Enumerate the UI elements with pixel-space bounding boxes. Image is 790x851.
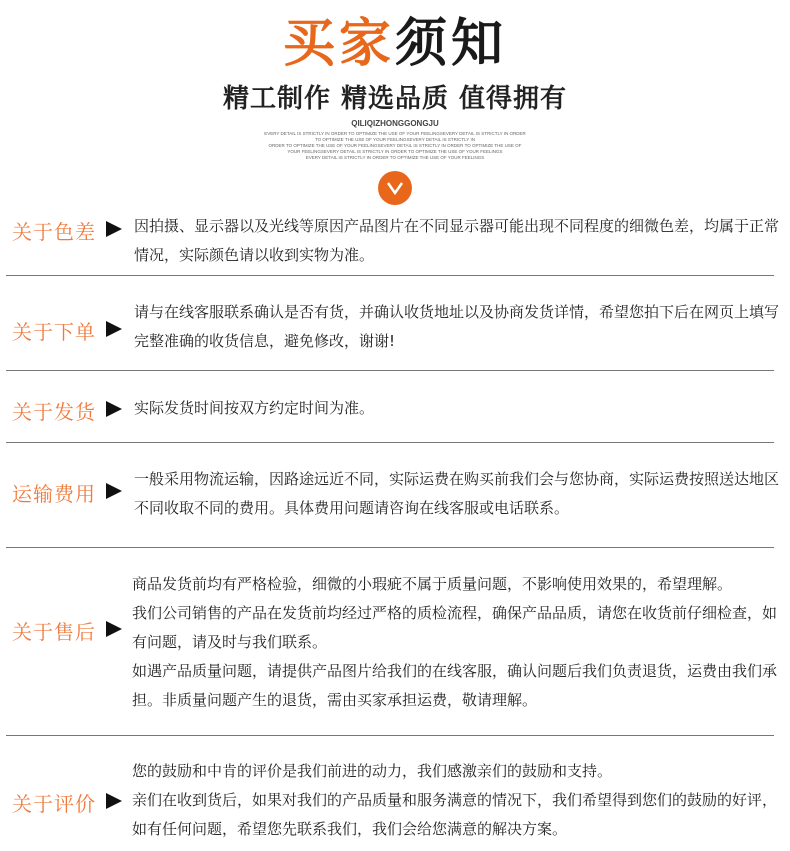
fine-print bbox=[215, 131, 575, 161]
paragraph: 因拍摄、显示器以及光线等原因产品图片在不同显示器可能出现不同程度的细微色差，均属于正常情况，实际颜色请以收到实物为准。 bbox=[134, 217, 780, 264]
paragraph: 一般采用物流运输，因路途远近不同，实际运费在购买前我们会与您协商，实际运费按照送达地区不同收取不同的费用。具体费用问题请咨询在线客服或电话联系。 bbox=[134, 470, 780, 517]
triangle-right-icon bbox=[106, 401, 122, 417]
section-text bbox=[132, 570, 780, 715]
fine-line: EVERY DETAIL IS STRICTLY IN ORDER TO OPTIMIZE THE USE OF YOUR FEELINGSEVERY DETAIL IS STRICTLY IN ORDER bbox=[264, 131, 526, 136]
fine-line: YOUR FEELINGSEVERY DETAIL IS STRICTLY IN ORDER TO OPTIMIZE THE USE OF YOUR FEELINGS bbox=[287, 149, 503, 154]
brand-name: QILIQIZHONGGONGJU bbox=[351, 119, 439, 128]
section-label: 关于下单 bbox=[12, 320, 96, 344]
triangle-right-icon bbox=[106, 483, 122, 499]
section-text bbox=[134, 465, 779, 523]
section-label: 关于评价 bbox=[12, 792, 96, 816]
section-label: 关于发货 bbox=[12, 400, 96, 424]
title-orange: 买家 bbox=[282, 14, 395, 74]
triangle-right-icon bbox=[106, 621, 122, 637]
fine-line: EVERY DETAIL IS STRICTLY IN ORDER TO OPTIMIZE THE USE OF YOUR FEELINGS bbox=[305, 155, 485, 160]
section-text bbox=[134, 298, 779, 356]
section-label: 运输费用 bbox=[12, 482, 96, 506]
divider bbox=[6, 442, 774, 443]
section-label: 关于售后 bbox=[12, 620, 96, 644]
chevron-down-icon bbox=[378, 171, 412, 205]
fine-line: TO OPTIMIZE THE USE OF YOUR FEELINGSEVERY DETAIL IS STRICTLY IN bbox=[315, 137, 475, 142]
paragraph: 如遇产品质量问题，请提供产品图片给我们的在线客服，确认问题后我们负责退货，运费由我们承担。非质量问题产生的退货，需由买家承担运费，敬请理解。 bbox=[132, 662, 778, 709]
divider bbox=[6, 275, 774, 276]
section-label: 关于色差 bbox=[12, 220, 96, 244]
title-black: 须知 bbox=[395, 14, 508, 74]
page-title bbox=[0, 12, 790, 76]
divider bbox=[6, 547, 774, 548]
triangle-right-icon bbox=[106, 221, 122, 237]
triangle-right-icon bbox=[106, 793, 122, 809]
paragraph: 亲们在收到货后，如果对我们的产品质量和服务满意的情况下，我们希望得到您们的鼓励的好评，如有任何问题，希望您先联系我们，我们会给您满意的解决方案。 bbox=[132, 791, 778, 838]
paragraph: 商品发货前均有严格检验，细微的小瑕疵不属于质量问题，不影响使用效果的，希望理解。 bbox=[132, 575, 733, 593]
section-text bbox=[132, 757, 780, 844]
triangle-right-icon bbox=[106, 321, 122, 337]
paragraph: 我们公司销售的产品在发货前均经过严格的质检流程，确保产品品质，请您在收货前仔细检查，如有问题，请及时与我们联系。 bbox=[132, 604, 778, 651]
divider bbox=[6, 370, 774, 371]
divider bbox=[6, 735, 774, 736]
section-text bbox=[134, 394, 779, 423]
paragraph: 实际发货时间按双方约定时间为准。 bbox=[134, 399, 375, 417]
fine-line: ORDER TO OPTIMIZE THE USE OF YOUR FEELINGSEVERY DETAIL IS STRICTLY IN ORDER TO OPTIMIZE THE USE OF bbox=[268, 143, 522, 148]
paragraph: 您的鼓励和中肯的评价是我们前进的动力，我们感激亲们的鼓励和支持。 bbox=[132, 762, 613, 780]
paragraph: 请与在线客服联系确认是否有货，并确认收货地址以及协商发货详情，希望您拍下后在网页上填写完整准确的收货信息，避免修改，谢谢! bbox=[134, 303, 780, 350]
subtitle: 精工制作 精选品质 值得拥有 bbox=[222, 84, 568, 114]
section-text bbox=[134, 212, 779, 270]
